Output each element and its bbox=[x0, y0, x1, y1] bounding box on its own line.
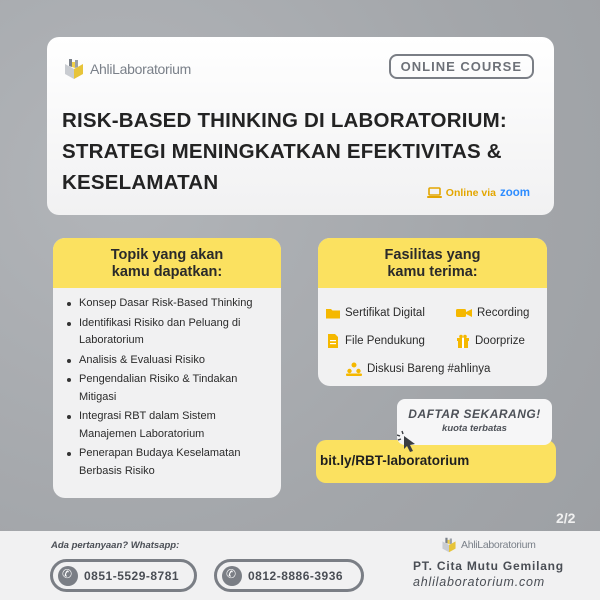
facilities-heading-line: kamu terima: bbox=[387, 264, 478, 280]
logo-mark-icon bbox=[441, 537, 457, 553]
footer bbox=[0, 531, 600, 600]
brand-logo bbox=[63, 58, 191, 80]
facility-item bbox=[456, 306, 529, 320]
facility-label: File Pendukung bbox=[345, 335, 425, 347]
facilities-heading bbox=[318, 238, 547, 288]
course-title bbox=[62, 105, 542, 198]
list-item: Integrasi RBT dalam Sistem Manajemen Laboratorium bbox=[67, 408, 273, 443]
limited-quota-text: kuota terbatas bbox=[442, 423, 507, 434]
facility-label: Diskusi Bareng #ahlinya bbox=[367, 363, 491, 375]
logo-text: AhliLaboratorium bbox=[90, 61, 192, 77]
header-card bbox=[47, 37, 554, 215]
facilities-card bbox=[318, 238, 547, 386]
facility-label: Sertifikat Digital bbox=[345, 307, 425, 319]
registration-link-box[interactable] bbox=[316, 440, 556, 483]
topics-heading bbox=[53, 238, 281, 288]
facility-item bbox=[326, 306, 425, 320]
list-item: Pengendalian Risiko & Tindakan Mitigasi bbox=[67, 371, 273, 406]
list-item: Penerapan Budaya Keselamatan Berbasis Risiko bbox=[67, 445, 273, 480]
document-icon bbox=[326, 334, 340, 348]
list-item: Analisis & Evaluasi Risiko bbox=[67, 352, 273, 370]
whatsapp-phone-button[interactable] bbox=[50, 559, 197, 592]
video-camera-icon bbox=[456, 306, 472, 320]
folder-icon bbox=[326, 306, 340, 320]
footer-brand-logo bbox=[441, 537, 536, 553]
zoom-label: zoom bbox=[499, 187, 530, 199]
website-link[interactable]: ahlilaboratorium.com bbox=[413, 575, 546, 589]
logo-mark-icon bbox=[63, 58, 85, 80]
online-via-label: Online via bbox=[445, 187, 496, 199]
course-title-line: KESELAMATAN bbox=[62, 171, 219, 194]
topics-heading-line: Topik yang akan bbox=[110, 247, 224, 263]
contact-question: Ada pertanyaan? Whatsapp: bbox=[51, 540, 180, 551]
phone-icon bbox=[58, 566, 78, 586]
whatsapp-phone-button[interactable] bbox=[214, 559, 364, 592]
online-course-badge: ONLINE COURSE bbox=[389, 54, 534, 79]
course-title-line: STRATEGI MENINGKATKAN EFEKTIVITAS & bbox=[62, 140, 502, 163]
group-icon bbox=[346, 362, 362, 376]
register-now-title: DAFTAR SEKARANG! bbox=[408, 407, 541, 421]
facility-item bbox=[456, 334, 525, 348]
cursor-click-icon bbox=[397, 430, 417, 452]
facility-item bbox=[346, 362, 490, 376]
facility-label: Recording bbox=[477, 307, 530, 319]
phone-number: 0851-5529-8781 bbox=[84, 568, 180, 583]
list-item: Konsep Dasar Risk-Based Thinking bbox=[67, 295, 273, 313]
facility-item bbox=[326, 334, 425, 348]
page-number: 2/2 bbox=[556, 510, 576, 526]
logo-text: AhliLaboratorium bbox=[461, 539, 536, 551]
topics-card bbox=[53, 238, 281, 498]
phone-icon bbox=[222, 566, 242, 586]
phone-number: 0812-8886-3936 bbox=[248, 568, 344, 583]
online-via-zoom bbox=[427, 187, 530, 199]
company-name: PT. Cita Mutu Gemilang bbox=[413, 559, 564, 573]
laptop-icon bbox=[427, 187, 442, 199]
list-item: Identifikasi Risiko dan Peluang di Laboratorium bbox=[67, 315, 273, 350]
facilities-heading-line: Fasilitas yang bbox=[384, 247, 481, 263]
registration-link[interactable]: bit.ly/RBT-laboratorium bbox=[320, 453, 470, 468]
topic-list bbox=[53, 288, 281, 480]
register-now-banner[interactable] bbox=[397, 399, 552, 445]
topics-heading-line: kamu dapatkan: bbox=[111, 264, 223, 280]
facility-label: Doorprize bbox=[475, 335, 525, 347]
course-title-line: RISK-BASED THINKING DI LABORATORIUM: bbox=[62, 109, 507, 132]
gift-icon bbox=[456, 334, 470, 348]
